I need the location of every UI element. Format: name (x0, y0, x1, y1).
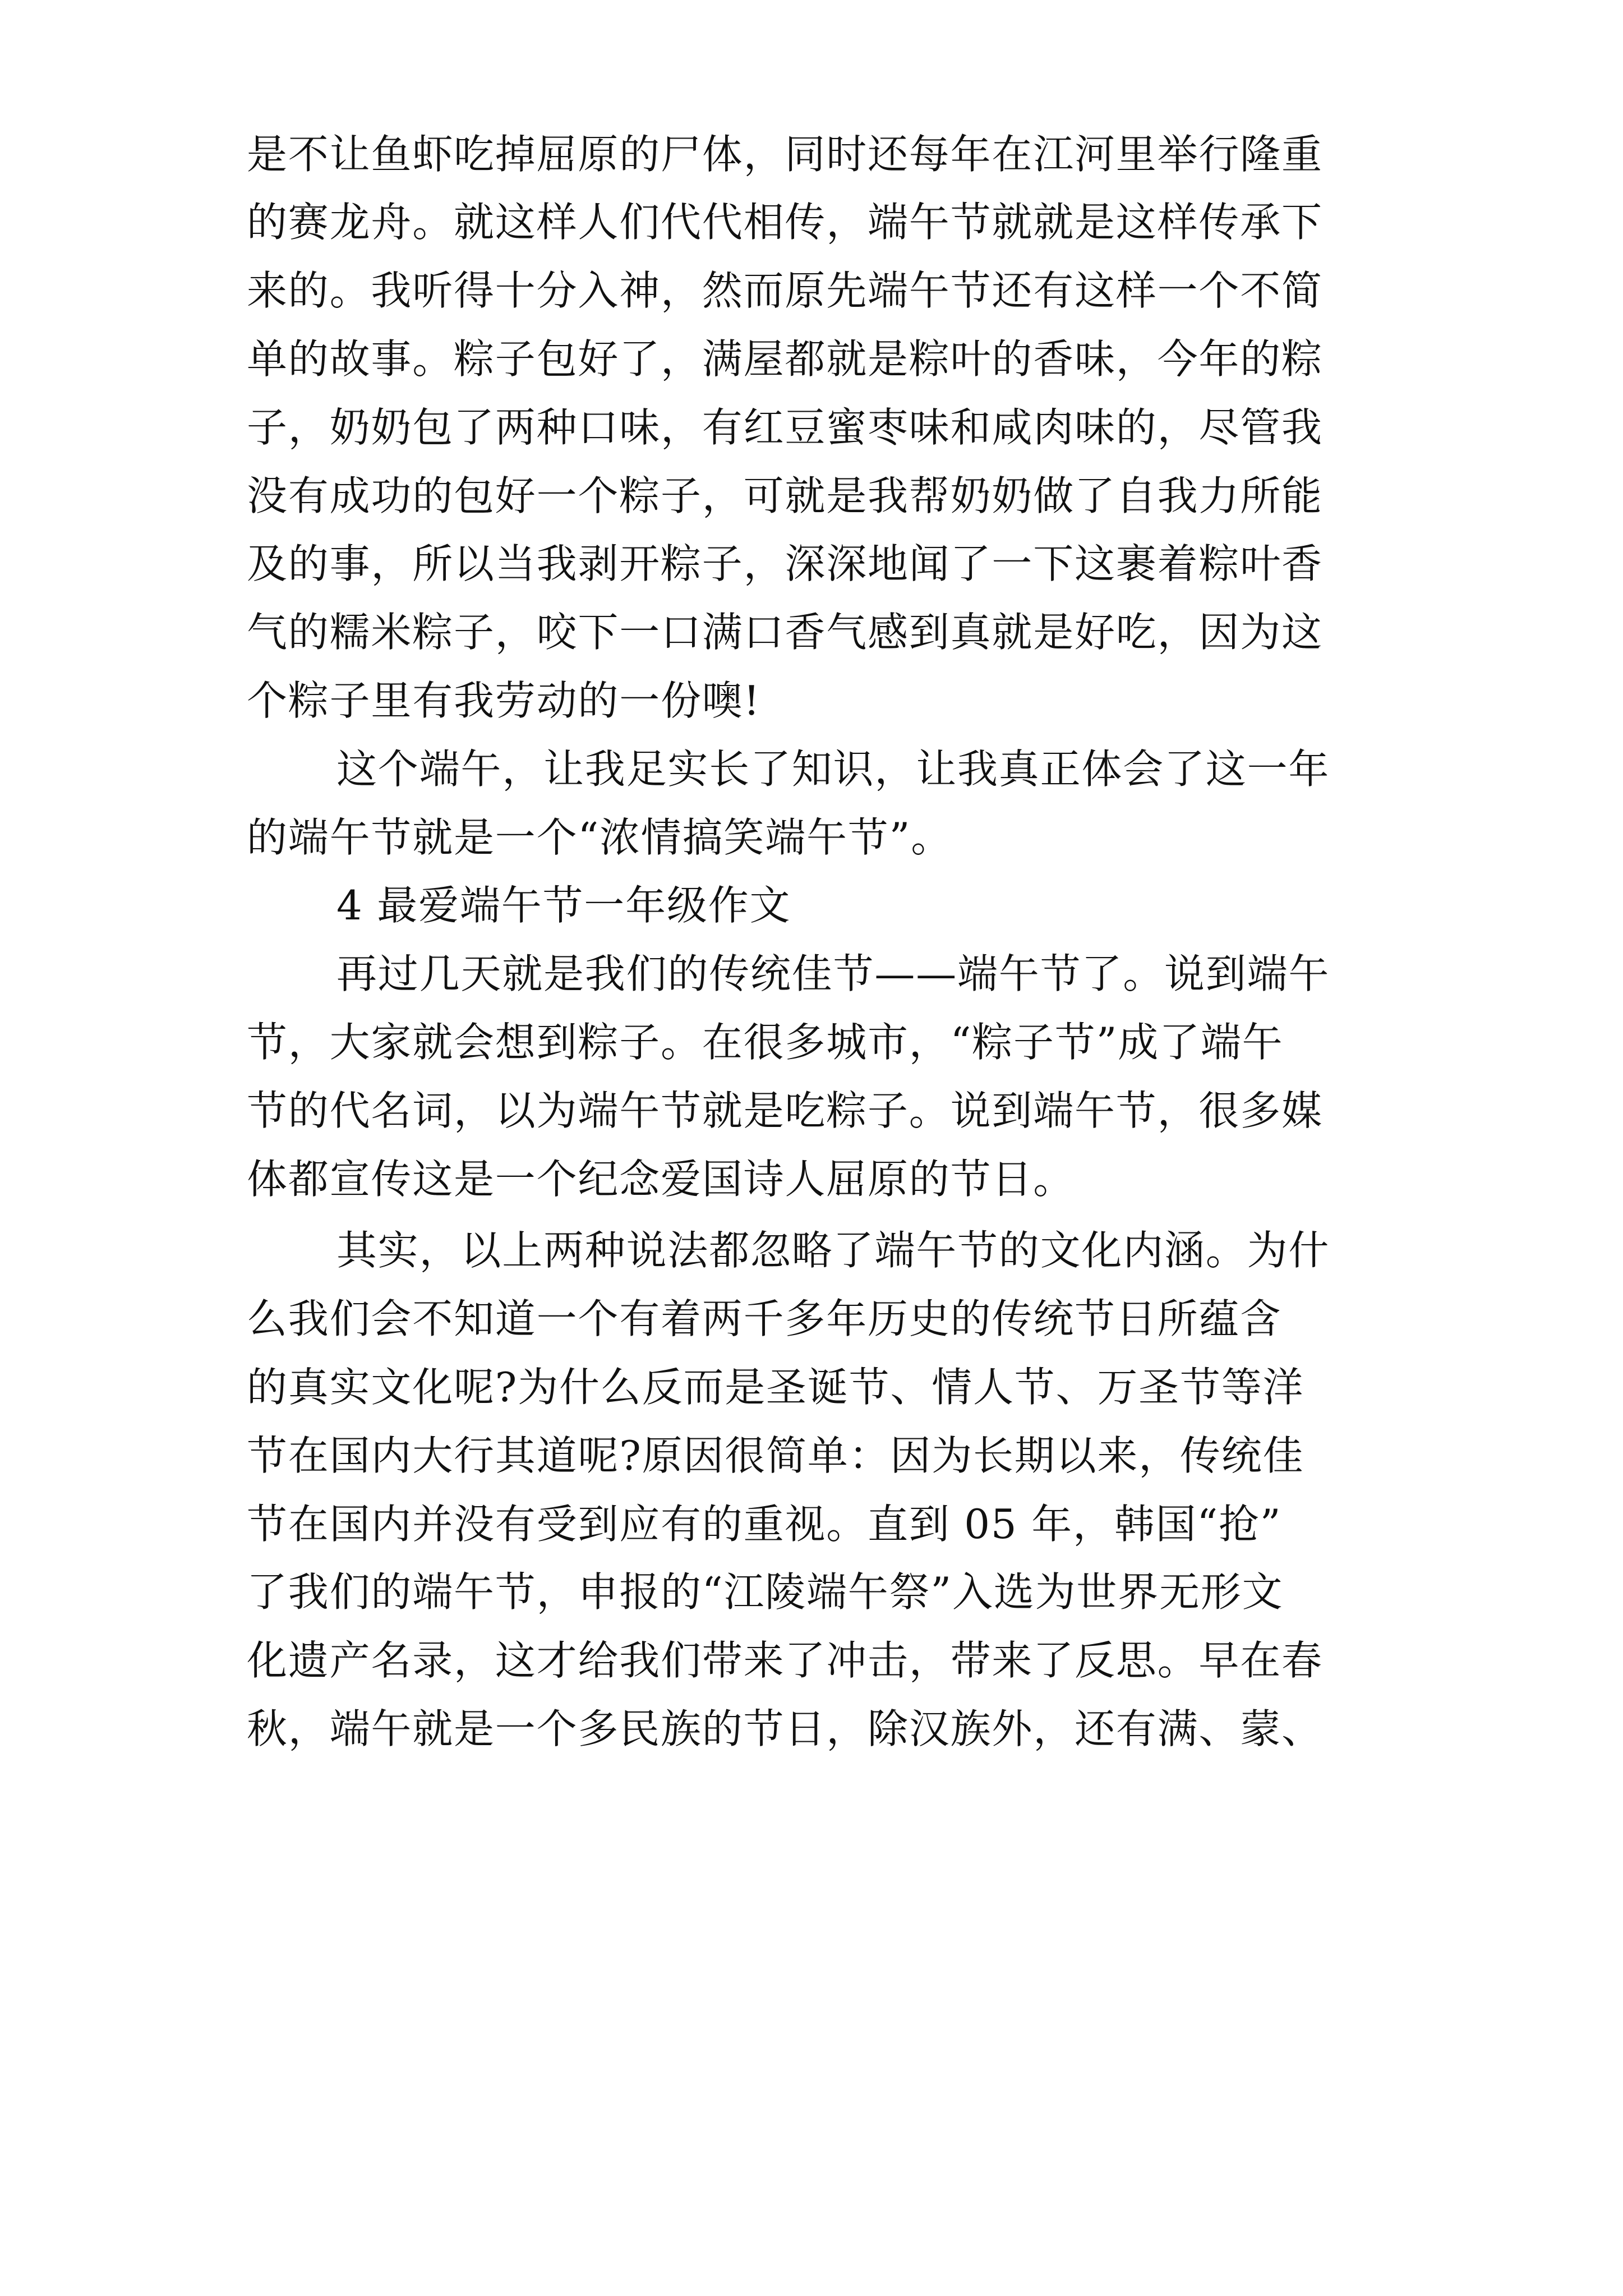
text-line: 节在国内并没有受到应有的重视。直到 05 年，韩国“抢” (247, 1501, 1282, 1548)
text-line: 个粽子里有我劳动的一份噢! (247, 677, 761, 724)
text-line: 的赛龙舟。就这样人们代代相传，端午节就就是这样传承下 (247, 199, 1323, 246)
text-line: 是不让鱼虾吃掉屈原的尸体，同时还每年在江河里举行隆重 (247, 131, 1323, 178)
text-line: 节，大家就会想到粽子。在很多城市，“粽子节”成了端午 (247, 1019, 1284, 1066)
text-line: 的真实文化呢?为什么反而是圣诞节、情人节、万圣节等洋 (247, 1364, 1304, 1411)
text-line: 子，奶奶包了两种口味，有红豆蜜枣味和咸肉味的，尽管我 (247, 404, 1323, 451)
text-line: 节的代名词，以为端午节就是吃粽子。说到端午节，很多媒 (247, 1087, 1323, 1134)
text-line: 及的事，所以当我剥开粽子，深深地闻了一下这裹着粽叶香 (247, 540, 1323, 587)
text-line: 单的故事。粽子包好了，满屋都就是粽叶的香味，今年的粽 (247, 335, 1323, 383)
text-line: 没有成功的包好一个粽子，可就是我帮奶奶做了自我力所能 (247, 472, 1323, 519)
text-line: 么我们会不知道一个有着两千多年历史的传统节日所蕴含 (247, 1295, 1282, 1342)
text-line: 气的糯米粽子，咬下一口满口香气感到真就是好吃，因为这 (247, 609, 1323, 656)
text-line: 化遗产名录，这才给我们带来了冲击，带来了反思。早在春 (247, 1637, 1323, 1684)
paragraph-start-line: 再过几天就是我们的传统佳节——端午节了。说到端午 (336, 950, 1330, 997)
section-heading: 4 最爱端午节一年级作文 (336, 882, 791, 929)
text-line: 秋，端午就是一个多民族的节日，除汉族外，还有满、蒙、 (247, 1705, 1323, 1752)
text-line: 来的。我听得十分入神，然而原先端午节还有这样一个不简 (247, 267, 1323, 314)
text-line: 的端午节就是一个“浓情搞笑端午节”。 (247, 814, 953, 861)
text-line: 节在国内大行其道呢?原因很简单：因为长期以来，传统佳 (247, 1432, 1304, 1479)
text-line: 了我们的端午节，申报的“江陵端午祭”入选为世界无形文 (247, 1568, 1284, 1616)
paragraph-start-line: 这个端午，让我足实长了知识，让我真正体会了这一年 (336, 746, 1330, 793)
paragraph-start-line: 其实，以上两种说法都忽略了端午节的文化内涵。为什 (336, 1227, 1330, 1274)
text-line: 体都宣传这是一个纪念爱国诗人屈原的节日。 (247, 1156, 1075, 1203)
